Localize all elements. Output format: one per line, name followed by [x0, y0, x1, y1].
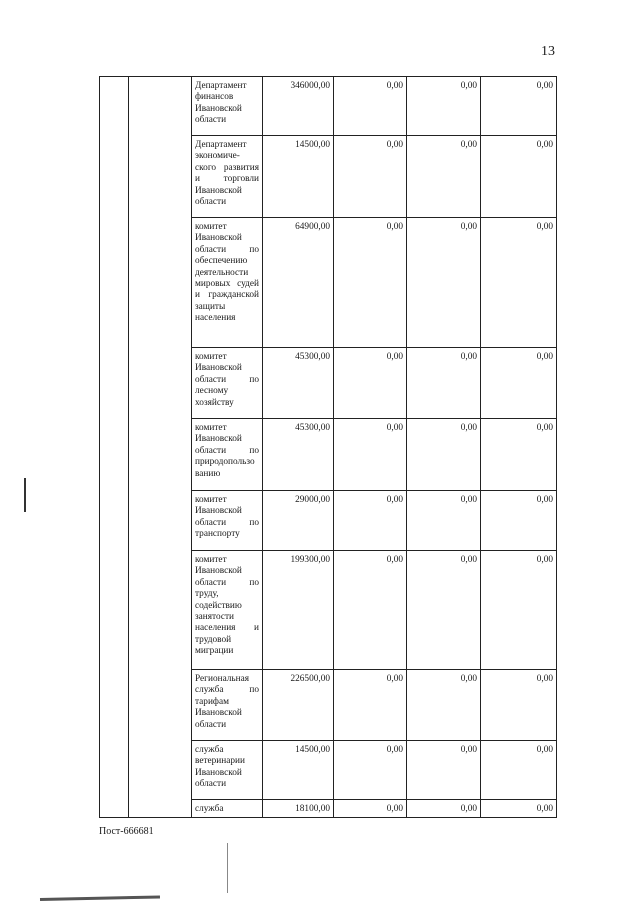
- amount-cell: 45300,00: [263, 348, 334, 419]
- department-cell: Департамент финансов Ивановской области: [192, 77, 263, 136]
- document-code: Пост-666681: [99, 826, 154, 837]
- value-cell: 0,00: [407, 348, 481, 419]
- value-cell: 0,00: [334, 551, 407, 670]
- department-cell: комитет Ивановской области по природопользо ванию: [192, 419, 263, 491]
- page-number: 13: [541, 44, 555, 59]
- department-cell: комитет Ивановской области по транспорту: [192, 491, 263, 551]
- scan-artifact-left: [24, 478, 26, 512]
- amount-cell: 226500,00: [263, 670, 334, 741]
- amount-cell: 18100,00: [263, 800, 334, 818]
- amount-cell: 199300,00: [263, 551, 334, 670]
- amount-cell: 45300,00: [263, 419, 334, 491]
- value-cell: 0,00: [481, 800, 557, 818]
- value-cell: 0,00: [407, 491, 481, 551]
- value-cell: 0,00: [334, 348, 407, 419]
- department-cell: Региональная служба по тарифам Ивановской области: [192, 670, 263, 741]
- department-cell: служба: [192, 800, 263, 818]
- value-cell: 0,00: [481, 419, 557, 491]
- table-row: [100, 77, 557, 136]
- value-cell: 0,00: [481, 491, 557, 551]
- department-cell: комитет Ивановской области по обеспечению деятельности мировых судей и гражданской защиты населения: [192, 218, 263, 348]
- value-cell: 0,00: [334, 800, 407, 818]
- value-cell: 0,00: [407, 551, 481, 670]
- value-cell: 0,00: [481, 136, 557, 218]
- value-cell: 0,00: [334, 491, 407, 551]
- value-cell: 0,00: [407, 136, 481, 218]
- blank-column-1: [100, 77, 129, 818]
- value-cell: 0,00: [407, 218, 481, 348]
- value-cell: 0,00: [334, 670, 407, 741]
- department-cell: Департамент экономиче-ского развития и торговли Ивановской области: [192, 136, 263, 218]
- value-cell: 0,00: [481, 218, 557, 348]
- value-cell: 0,00: [334, 136, 407, 218]
- value-cell: 0,00: [481, 670, 557, 741]
- value-cell: 0,00: [334, 218, 407, 348]
- blank-column-2: [129, 77, 192, 818]
- department-cell: комитет Ивановской области по труду, содействию занятости населения и трудовой миграции: [192, 551, 263, 670]
- amount-cell: 64900,00: [263, 218, 334, 348]
- value-cell: 0,00: [407, 419, 481, 491]
- amount-cell: 346000,00: [263, 77, 334, 136]
- scan-artifact-bottom-vertical: [227, 843, 228, 893]
- value-cell: 0,00: [481, 551, 557, 670]
- value-cell: 0,00: [407, 800, 481, 818]
- value-cell: 0,00: [481, 348, 557, 419]
- department-cell: служба ветеринарии Ивановской области: [192, 741, 263, 800]
- value-cell: 0,00: [407, 741, 481, 800]
- value-cell: 0,00: [334, 77, 407, 136]
- value-cell: 0,00: [481, 77, 557, 136]
- value-cell: 0,00: [334, 741, 407, 800]
- value-cell: 0,00: [481, 741, 557, 800]
- amount-cell: 14500,00: [263, 136, 334, 218]
- department-cell: комитет Ивановской области по лесному хозяйству: [192, 348, 263, 419]
- amount-cell: 14500,00: [263, 741, 334, 800]
- budget-table: [99, 76, 557, 818]
- amount-cell: 29000,00: [263, 491, 334, 551]
- value-cell: 0,00: [407, 77, 481, 136]
- scan-artifact-bottom-line: [40, 895, 160, 901]
- value-cell: 0,00: [334, 419, 407, 491]
- value-cell: 0,00: [407, 670, 481, 741]
